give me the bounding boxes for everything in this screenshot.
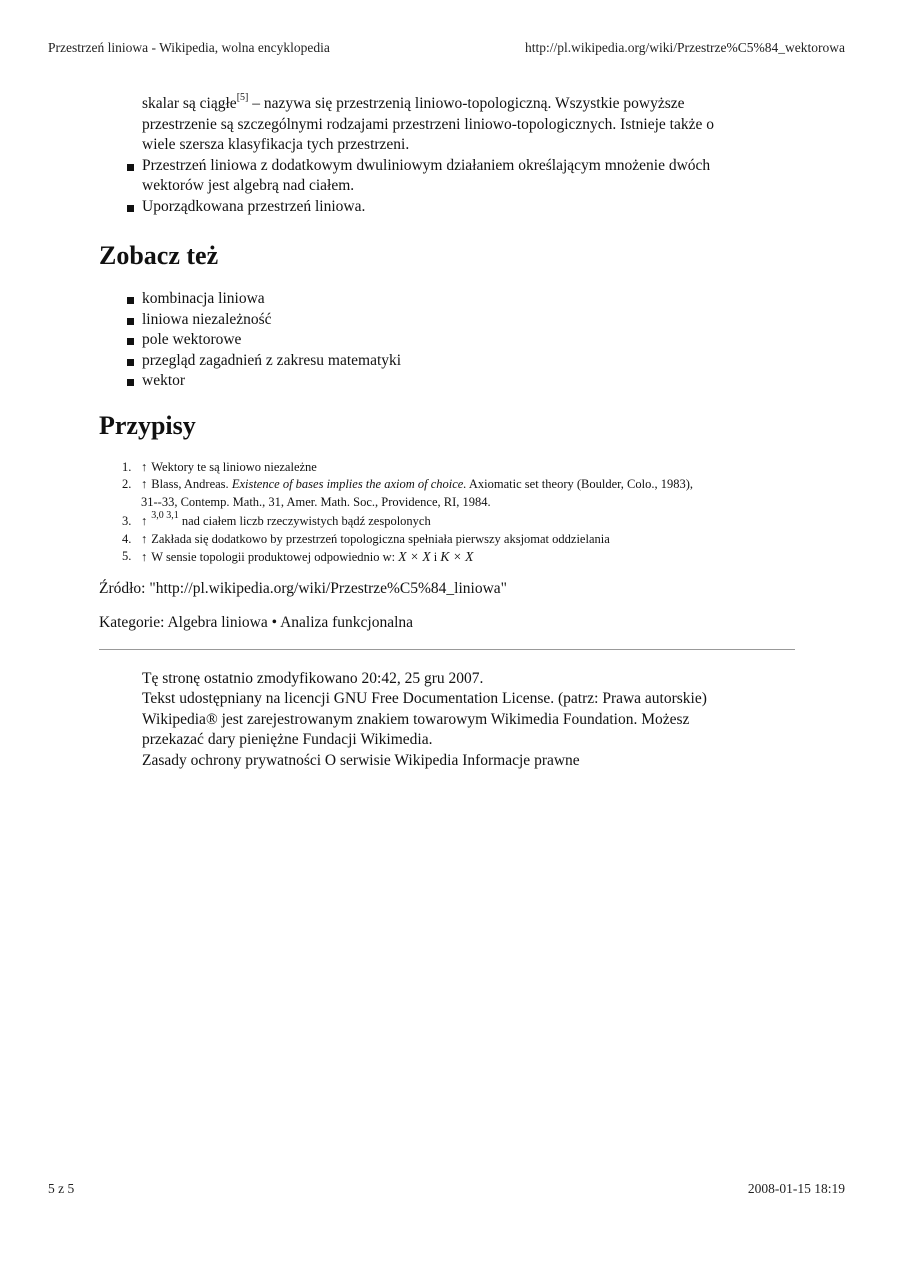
see-also-link[interactable]: kombinacja liniowa	[99, 289, 799, 310]
list-item: Uporządkowana przestrzeń liniowa.	[99, 197, 799, 218]
footnote-number: 3.	[122, 514, 132, 528]
back-arrow-icon[interactable]: ↑	[141, 550, 148, 564]
back-arrow-icon[interactable]: ↑	[141, 477, 148, 491]
intro-cont-line: skalar są ciągłe[5] – nazywa się przestrzenią liniowo-topologiczną. Wszystkie powyższe	[142, 91, 685, 112]
footnotes-list	[99, 459, 799, 567]
print-footer-page: 5 z 5	[48, 1181, 75, 1196]
trademark-text: przekazać dary pieniężne Fundacji Wikimedia.	[142, 731, 433, 748]
article-content	[99, 91, 799, 771]
source-line: Źródło: "http://pl.wikipedia.org/wiki/Przestrze%C5%84_liniowa"	[99, 579, 507, 597]
footnote-item: 2. ↑ Blass, Andreas. Existence of bases implies the axiom of choice. Axiomatic set theory (Boulder, Colo., 1983), 31--33, Contemp. Math., 31, Amer. Math. Soc., Providence, RI, 1984.	[122, 477, 694, 509]
backref-links[interactable]: 3,0 3,1	[151, 509, 179, 521]
list-item: Przestrzeń liniowa z dodatkowym dwuliniowym działaniem określającym mnożenie dwóch wektorów jest algebrą nad ciałem.	[99, 156, 799, 197]
category-link[interactable]: Algebra liniowa	[167, 613, 268, 631]
page-footer-info	[99, 669, 799, 772]
footnote-number: 4.	[122, 531, 132, 546]
footnote-item: 4. ↑ Zakłada się dodatkowo by przestrzeń topologiczna spełniała pierwszy aksjomat oddzielania	[99, 531, 799, 549]
footnote-number: 2.	[122, 477, 132, 491]
intro-list	[99, 156, 799, 218]
license-text: Tekst udostępniany na licencji GNU Free Documentation License. (patrz: Prawa autorskie)	[142, 690, 707, 707]
footnote-item: 5. ↑ W sensie topologii produktowej odpowiednio w: X × X i K × X	[122, 549, 474, 564]
see-also-heading: Zobacz też	[99, 241, 219, 270]
footnote-number: 1.	[122, 459, 132, 474]
footnotes-heading: Przypisy	[99, 410, 196, 440]
print-footer-datetime: 2008-01-15 18:19	[747, 1181, 845, 1196]
back-arrow-icon[interactable]: ↑	[141, 531, 148, 546]
footer-divider	[99, 649, 795, 650]
see-also-link[interactable]: wektor	[99, 371, 799, 392]
math-formula: X × X	[398, 549, 431, 564]
footnote-item: 3. ↑ $^{3,0 3,1}$ nad ciałem liczb rzeczywistych bądź zespolonych	[99, 513, 799, 531]
intro-cont-line: wiele szersza klasyfikacja tych przestrzeni.	[142, 136, 410, 153]
see-also-link[interactable]: przegląd zagadnień z zakresu matematyki	[99, 351, 799, 372]
intro-continued	[99, 91, 799, 217]
see-also-link[interactable]: liniowa niezależność	[99, 310, 799, 331]
trademark-text: Wikipedia® jest zarejestrowanym znakiem towarowym Wikimedia Foundation. Możesz	[142, 710, 690, 728]
math-formula: K × X	[440, 549, 474, 564]
footnote-number: 5.	[122, 549, 132, 563]
last-modified: Tę stronę ostatnio zmodyfikowano 20:42, 25 gru 2007.	[142, 669, 484, 687]
print-header-title: Przestrzeń liniowa - Wikipedia, wolna encyklopedia	[48, 40, 330, 55]
footer-links[interactable]: Zasady ochrony prywatności O serwisie Wikipedia Informacje prawne	[142, 751, 580, 769]
footnote-item: 1. ↑ Wektory te są liniowo niezależne	[99, 459, 799, 477]
see-also-link[interactable]: pole wektorowe	[99, 330, 799, 351]
intro-cont-line: przestrzenie są szczególnymi rodzajami przestrzeni liniowo-topologicznych. Istnieje także o	[142, 115, 714, 133]
footnote-ref-5[interactable]: [5]	[236, 91, 249, 103]
citation-title: Existence of bases implies the axiom of choice.	[231, 477, 467, 491]
print-header-url: http://pl.wikipedia.org/wiki/Przestrze%C5%84_wektorowa	[525, 40, 845, 55]
category-link[interactable]: Analiza funkcjonalna	[280, 613, 414, 631]
back-arrow-icon: ↑	[141, 514, 148, 528]
back-arrow-icon[interactable]: ↑	[141, 459, 148, 474]
see-also-list	[99, 289, 799, 392]
categories-bar: Kategorie: Algebra liniowa • Analiza funkcjonalna	[99, 613, 414, 631]
